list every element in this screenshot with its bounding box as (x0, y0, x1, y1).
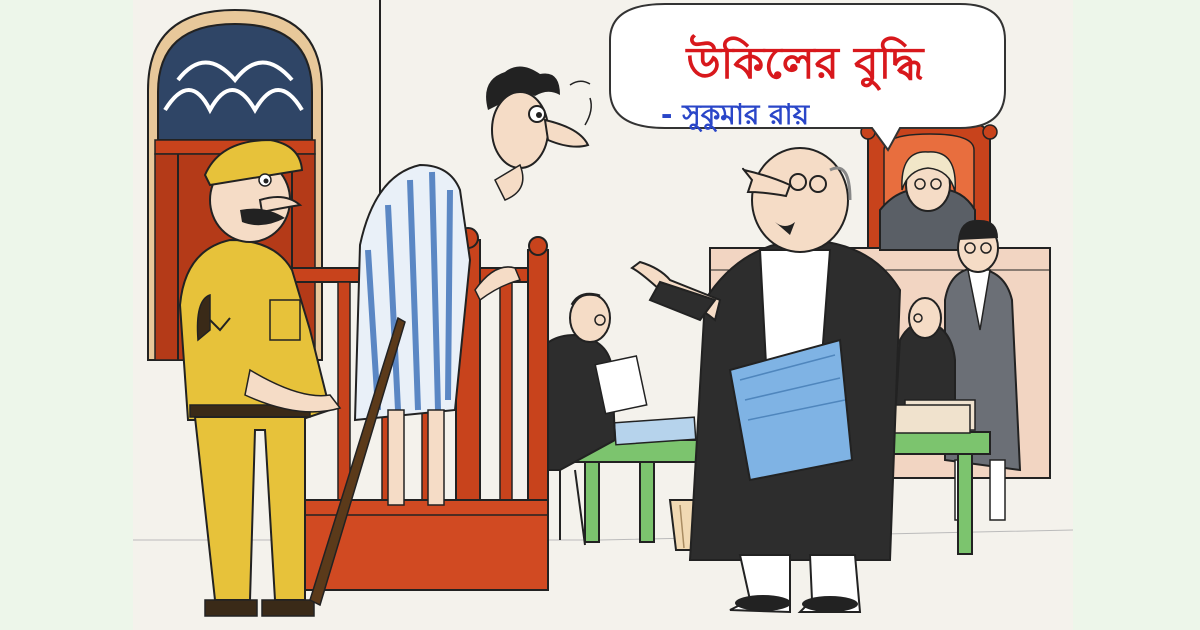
story-author: - সুকুমার রায় (660, 98, 810, 131)
story-title: উকিলের বুদ্ধি (686, 38, 924, 89)
